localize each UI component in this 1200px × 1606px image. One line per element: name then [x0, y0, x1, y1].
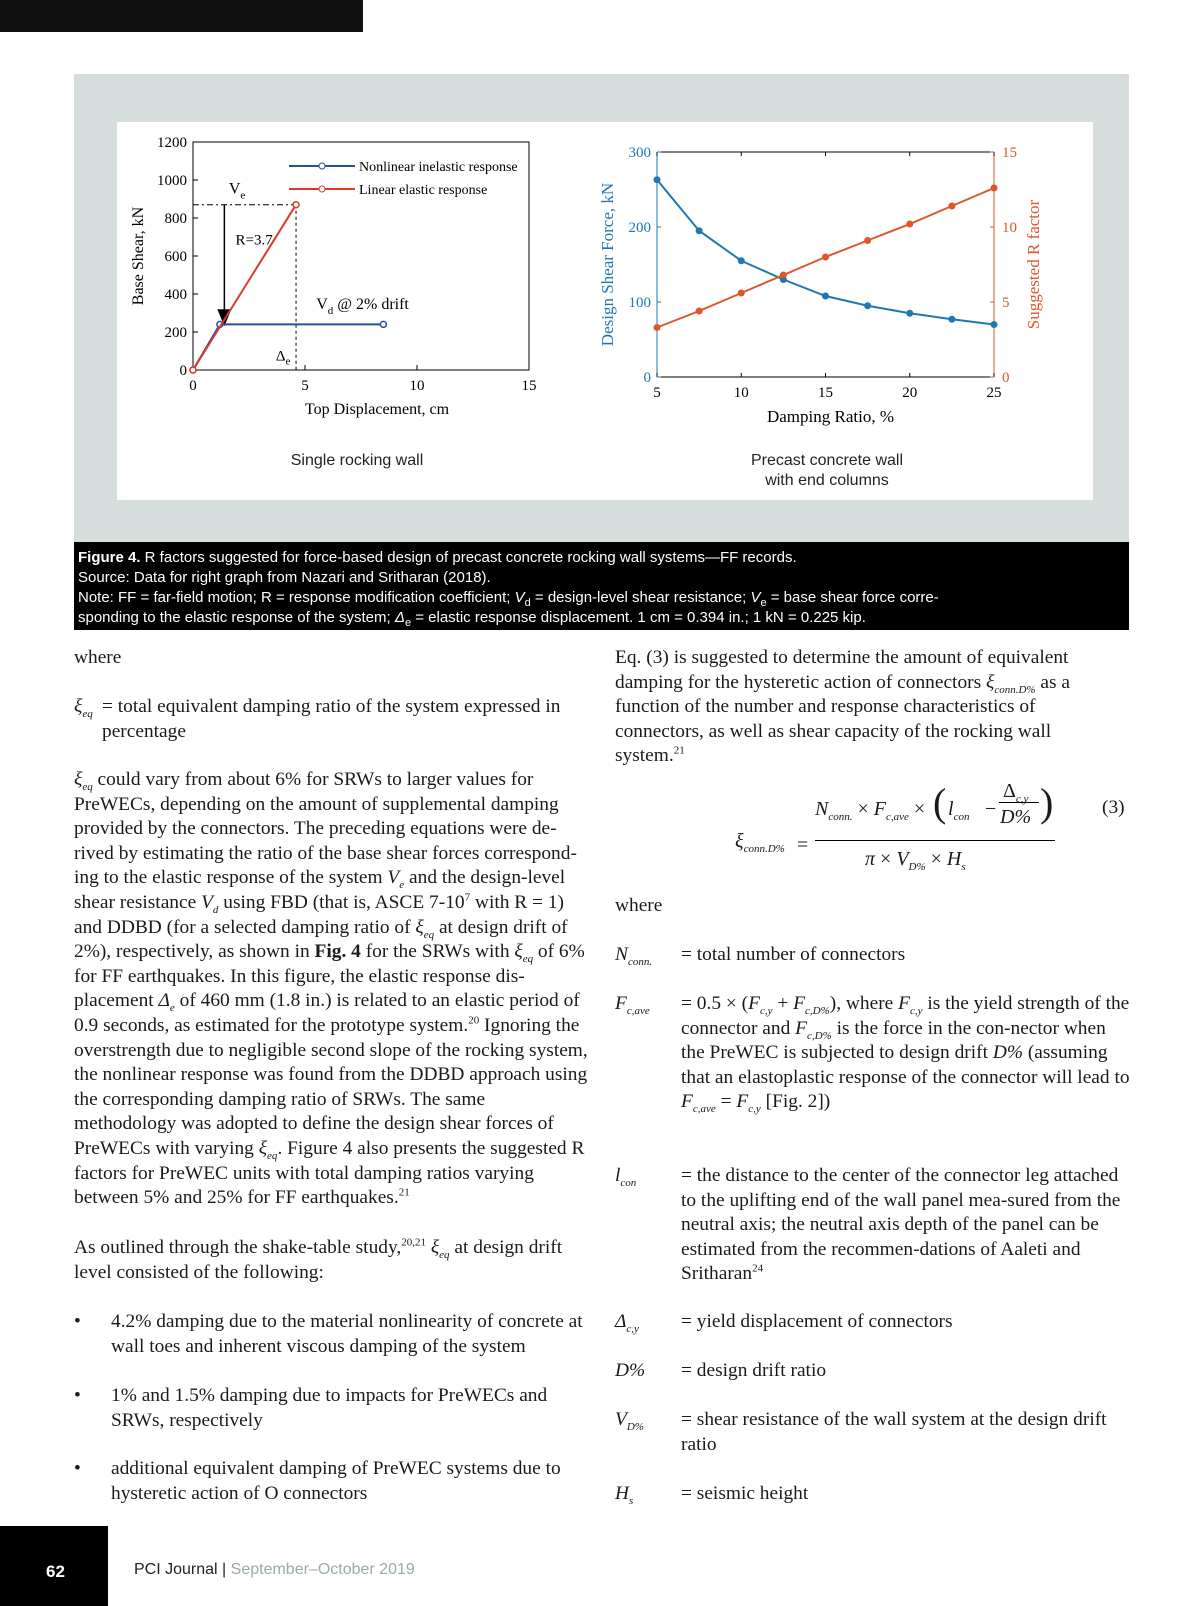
series-point	[654, 176, 661, 183]
series-point	[991, 185, 998, 192]
legend-label: Linear elastic response	[359, 183, 488, 198]
def-text: = the distance to the center of the connector leg attached to the uplifting end of the wall panel mea-sured from the neutral axis; the neutral axis depth of the panel can be estimated from the recommen-dations of Aaleti and Sritharan$^{24}$	[681, 1165, 1121, 1285]
x-tick-label: 20	[902, 385, 918, 401]
y-tick-label: 1000	[157, 173, 187, 189]
x-tick-label: 5	[301, 378, 309, 394]
left-chart-subtitle: Single rocking wall	[290, 452, 424, 469]
x-tick-label: 15	[818, 385, 833, 401]
y-right-tick-label: 15	[1002, 145, 1017, 161]
y-tick-label: 200	[164, 325, 187, 341]
y-tick-label: 600	[164, 249, 187, 265]
right-chart-subtitle	[707, 451, 947, 491]
figure-inner	[117, 122, 1093, 500]
y-tick-label: 0	[179, 363, 187, 379]
def-symbol: $l_{con}$	[615, 1165, 637, 1189]
journal-footer: PCI Journal | September–October 2019	[134, 1561, 415, 1578]
legend-label: Nonlinear inelastic response	[359, 160, 518, 175]
def-text: = $0.5 \times (F_{c,y} + F_{c,D\%})$, where $F_{c,y}$ is the yield strength of the connector and $F_{c,D\%}$ is the force in the con-nector when the PreWEC is subjected to design drift D% (assuming that an elastoplastic response of the connector will lead to $F_{c,ave} = F_{c,y}$ [Fig. 2])	[681, 993, 1130, 1116]
y-axis-label: Base Shear, kN	[130, 206, 147, 306]
body-paragraph-2: As outlined through the shake-table study,$^{20,21}$ $\xi_{eq}$ at design drift level consisted of the following:	[74, 1236, 563, 1283]
series-point	[864, 237, 871, 244]
series-point	[948, 203, 955, 210]
def-symbol: $V_{D\%}$	[615, 1409, 644, 1433]
series-line-1	[657, 180, 994, 325]
x-tick-label: 10	[733, 385, 749, 401]
right-chart	[117, 122, 1093, 442]
series-point	[654, 324, 661, 331]
caption-label: Figure 4.	[78, 549, 141, 566]
right-intro-paragraph: Eq. (3) is suggested to determine the amount of equivalent damping for the hysteretic action of connectors $\xi_{conn.D\%}$ as a function of the number and response characteristics of connectors, as well as shear capacity of the rocking wall system.$^{21}$	[615, 647, 1071, 767]
def-text: = shear resistance of the wall system at the design drift ratio	[681, 1409, 1107, 1455]
caption-source: Source: Data for right graph from Nazari and Sritharan (2018).	[78, 569, 491, 586]
left-where: where	[74, 647, 122, 668]
y-left-tick-label: 200	[628, 220, 651, 236]
r-annotation: R=3.7	[235, 232, 273, 249]
ve-annotation: $V_e$	[228, 180, 246, 202]
x-tick-label: 10	[409, 378, 425, 394]
def-text: = yield displacement of connectors	[681, 1311, 953, 1332]
caption-text: R factors suggested for force-based design of precast concrete rocking wall systems—FF records.	[140, 549, 797, 566]
series-point	[780, 272, 787, 279]
body-paragraph-1: $\xi_{eq}$ could vary from about 6% for SRWs to larger values for PreWECs, depending on the amount of supplemental damping provided by the connectors. The preceding equations were de-rived by estimating the ratio of the base shear forces correspond-ing to the elastic response of the system $V_e$ and the design-level shear resistance $V_d$ using FBD (that is, ASCE $7-10^7$ with R = 1) and DDBD (for a selected damping ratio of $\xi_{eq}$ at design drift of 2%), respectively, as shown in Fig. 4 for the SRWs with $\xi_{eq}$ of 6% for FF earthquakes. In this figure, the elastic response dis-placement $\Delta_e$ of 460 mm (1.8 in.) is related to an elastic period of 0.9 seconds, as estimated for the prototype system.$^{20}$ Ignoring the overstrength due to negligible second slope of the rocking system, the nonlinear response was found from the DDBD approach using the corresponding damping ratio of SRWs. The same methodology was adopted to define the design shear forces of PreWECs with varying $\xi_{eq}$. Figure 4 also presents the suggested R factors for PreWEC units with total damping ratios varying between 5% and 25% for FF earthquakes.$^{21}$	[74, 769, 588, 1209]
def-text: = total number of connectors	[681, 944, 906, 965]
series-point	[696, 308, 703, 315]
x-tick-label: 5	[653, 385, 661, 401]
right-where: where	[615, 895, 663, 916]
y-tick-label: 800	[164, 211, 187, 227]
x-tick-label: 0	[189, 378, 197, 394]
y-left-tick-label: 300	[628, 145, 651, 161]
x-tick-label: 25	[986, 385, 1002, 401]
y-left-axis-label: Design Shear Force, kN	[598, 182, 617, 347]
y-right-tick-label: 5	[1002, 295, 1010, 311]
def-symbol: $F_{c,ave}$	[615, 993, 650, 1017]
series-point	[906, 310, 913, 317]
y-right-tick-label: 0	[1002, 370, 1010, 386]
series-point	[696, 227, 703, 234]
page-number: 62	[46, 1562, 65, 1581]
y-left-tick-label: 0	[643, 370, 651, 386]
y-right-tick-label: 10	[1002, 220, 1017, 236]
series-point	[991, 321, 998, 328]
issue-date: September–October 2019	[230, 1561, 415, 1578]
right-chart-subtitle-line1: Precast concrete wall	[750, 452, 904, 469]
def-text: = design drift ratio	[681, 1360, 827, 1381]
y-tick-label: 400	[164, 287, 187, 303]
caption-note-2: sponding to the elastic response of the system; $\Delta_e$ = elastic response displacement. 1 cm = 0.394 in.; 1 kN = 0.225 kip.	[78, 609, 866, 629]
equation-number: (3)	[1102, 797, 1125, 818]
series-point	[906, 221, 913, 228]
series-point	[822, 254, 829, 261]
def-symbol: $H_s$	[615, 1483, 634, 1507]
series-point	[864, 302, 871, 309]
de-annotation: $\Delta_e$	[275, 348, 291, 368]
y-tick-label: 1200	[157, 135, 187, 151]
y-right-axis-label: Suggested R factor	[1024, 199, 1043, 330]
caption-note-1: Note: FF = far-field motion; R = response modification coefficient; $V_d$ = design-level shear resistance; $V_e$ = base shear force corre-	[78, 589, 939, 609]
y-left-tick-label: 100	[628, 295, 651, 311]
page-number-block	[0, 1526, 108, 1606]
def-symbol: $\Delta_{c,y}$	[615, 1311, 639, 1335]
x-axis-label: Top Displacement, cm	[304, 401, 450, 418]
figure-caption	[74, 542, 1129, 630]
top-header-bar	[0, 0, 363, 32]
x-axis-label: Damping Ratio, %	[766, 407, 895, 426]
series-point	[738, 290, 745, 297]
series-point	[948, 316, 955, 323]
def-symbol: D%	[615, 1360, 646, 1381]
def-text: = seismic height	[681, 1483, 809, 1504]
equation-3: $\xi_{conn.D\%}$ = $N_{conn.} \times F_{c,ave}$ × ( $l_{con}$ − $\Delta_{c,y}$ D% ) $\pi \times V_{D\%} \times H_s$	[735, 780, 1054, 873]
x-tick-label: 15	[521, 378, 537, 394]
def-symbol: $N_{conn.}$	[615, 944, 653, 968]
series-point	[738, 257, 745, 264]
series-point	[822, 293, 829, 300]
right-chart-subtitle-line2: with end columns	[765, 472, 889, 489]
vd-annotation: $V_d$ @ 2% drift	[316, 296, 409, 318]
